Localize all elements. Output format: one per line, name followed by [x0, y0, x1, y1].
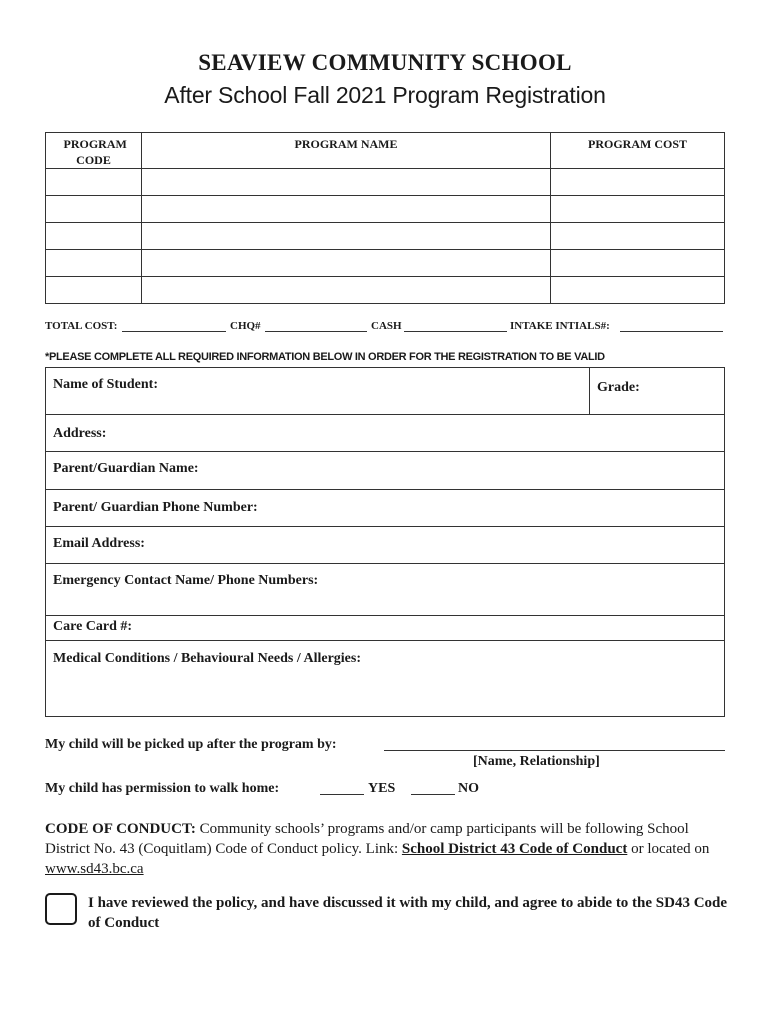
school-title: SEAVIEW COMMUNITY SCHOOL — [198, 50, 572, 75]
program-code-cell[interactable] — [46, 250, 142, 277]
code-of-conduct-or-text: or located on — [627, 841, 710, 857]
parent-phone-row[interactable] — [46, 490, 724, 527]
chq-label: CHQ# — [230, 320, 261, 332]
pickup-label: My child will be picked up after the program by: — [45, 737, 337, 752]
walk-home-line — [45, 781, 725, 801]
program-cost-cell[interactable] — [551, 196, 725, 223]
intake-initials-field[interactable] — [620, 331, 723, 332]
program-code-cell[interactable] — [46, 196, 142, 223]
walk-home-no-label: NO — [458, 781, 479, 796]
program-cost-cell[interactable] — [551, 277, 725, 304]
student-name-label: Name of Student: — [53, 377, 158, 392]
emergency-contact-label: Emergency Contact Name/ Phone Numbers: — [53, 573, 319, 588]
pickup-field[interactable] — [384, 750, 725, 751]
totals-line — [45, 320, 725, 336]
cash-label: CASH — [371, 320, 402, 332]
program-name-cell[interactable] — [142, 277, 551, 304]
sd43-code-of-conduct-link[interactable]: School District 43 Code of Conduct — [401, 841, 628, 857]
agreement-checkbox[interactable] — [45, 893, 77, 925]
table-row — [46, 196, 725, 223]
chq-field[interactable] — [265, 331, 367, 332]
parent-phone-label: Parent/ Guardian Phone Number: — [53, 500, 258, 515]
pickup-hint: [Name, Relationship] — [473, 754, 600, 769]
medical-conditions-row[interactable] — [46, 641, 724, 716]
table-row — [46, 277, 725, 304]
table-row — [46, 250, 725, 277]
program-cost-cell[interactable] — [551, 169, 725, 196]
program-cost-cell[interactable] — [551, 250, 725, 277]
pickup-line — [45, 737, 725, 757]
total-cost-label: TOTAL COST: — [45, 320, 118, 332]
emergency-contact-row[interactable] — [46, 564, 724, 616]
required-info-notice: *PLEASE COMPLETE ALL REQUIRED INFORMATION BELOW IN ORDER FOR THE REGISTRATION TO BE VALID — [45, 351, 605, 363]
program-name-cell[interactable] — [142, 250, 551, 277]
program-table — [45, 132, 725, 304]
form-subtitle: After School Fall 2021 Program Registration — [164, 82, 606, 108]
program-code-cell[interactable] — [46, 223, 142, 250]
address-row[interactable] — [46, 415, 724, 452]
column-header-program-code: PROGRAM CODE — [46, 133, 142, 169]
code-of-conduct-text: Community schools’ programs and/or camp participants will be following School District No. 43 (Coquitlam) Code of Conduct policy. Link: — [45, 821, 689, 857]
table-header-row — [46, 133, 725, 169]
care-card-label: Care Card #: — [53, 619, 133, 634]
parent-name-label: Parent/Guardian Name: — [53, 461, 199, 476]
column-header-program-name: PROGRAM NAME — [142, 133, 551, 169]
program-code-cell[interactable] — [46, 277, 142, 304]
walk-home-label: My child has permission to walk home: — [45, 781, 280, 796]
grade-label: Grade: — [597, 380, 640, 395]
program-cost-cell[interactable] — [551, 223, 725, 250]
code-of-conduct-paragraph — [45, 819, 725, 879]
agreement-text: I have reviewed the policy, and have discussed it with my child, and agree to abide to the SD43 Code of Conduct — [88, 895, 728, 931]
program-name-cell[interactable] — [142, 169, 551, 196]
email-label: Email Address: — [53, 536, 145, 551]
intake-initials-label: INTAKE INTIALS#: — [510, 320, 610, 332]
care-card-row[interactable] — [46, 616, 724, 641]
email-row[interactable] — [46, 527, 724, 564]
walk-home-yes-field[interactable] — [320, 794, 364, 795]
program-name-cell[interactable] — [142, 223, 551, 250]
medical-conditions-label: Medical Conditions / Behavioural Needs / Allergies: — [53, 651, 361, 666]
walk-home-yes-label: YES — [368, 781, 396, 796]
student-name-row[interactable] — [46, 368, 724, 415]
parent-name-row[interactable] — [46, 452, 724, 490]
sd43-website-link[interactable]: www.sd43.bc.ca — [45, 861, 144, 877]
program-code-cell[interactable] — [46, 169, 142, 196]
cash-field[interactable] — [404, 331, 507, 332]
code-of-conduct-heading: CODE OF CONDUCT: — [45, 821, 196, 837]
walk-home-no-field[interactable] — [411, 794, 455, 795]
column-header-program-cost: PROGRAM COST — [551, 133, 725, 169]
table-row — [46, 169, 725, 196]
address-label: Address: — [53, 426, 107, 441]
total-cost-field[interactable] — [122, 331, 226, 332]
grade-cell[interactable] — [589, 368, 724, 414]
table-row — [46, 223, 725, 250]
program-name-cell[interactable] — [142, 196, 551, 223]
student-info-table — [45, 367, 725, 717]
